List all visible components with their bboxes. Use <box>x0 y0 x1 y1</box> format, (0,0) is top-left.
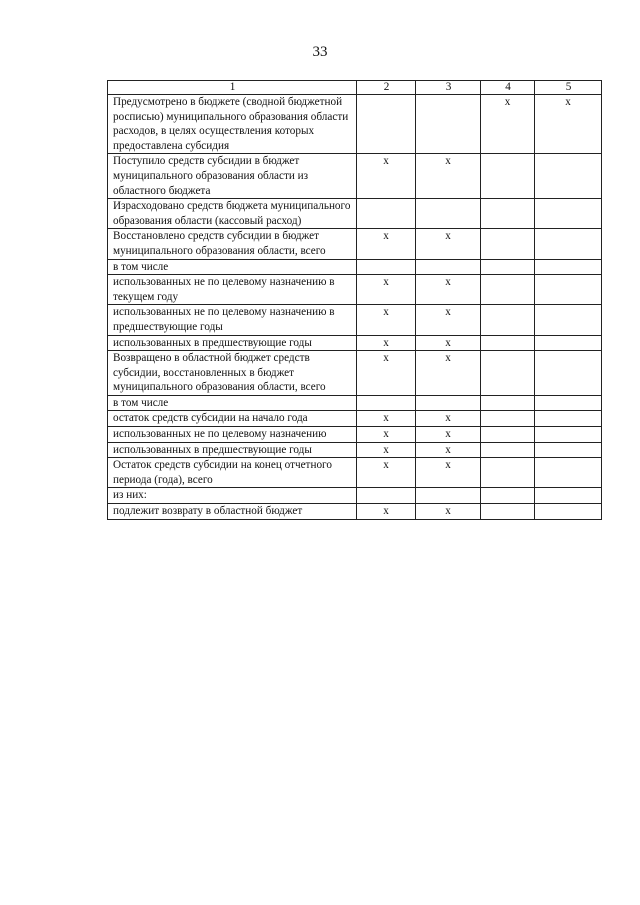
cell-col-5 <box>535 259 602 275</box>
cell-col-2: х <box>357 335 416 351</box>
table-row <box>108 199 602 229</box>
column-header-2: 2 <box>357 81 416 95</box>
cell-col-4 <box>481 259 535 275</box>
row-label: в том числе <box>108 395 357 411</box>
cell-col-4 <box>481 335 535 351</box>
cell-col-2: х <box>357 411 416 427</box>
cell-col-5 <box>535 427 602 443</box>
cell-col-5 <box>535 335 602 351</box>
cell-col-2 <box>357 199 416 229</box>
table-row <box>108 458 602 488</box>
row-label: использованных в предшествующие годы <box>108 442 357 458</box>
cell-col-5 <box>535 275 602 305</box>
column-header-5: 5 <box>535 81 602 95</box>
cell-col-3 <box>416 259 481 275</box>
cell-col-3 <box>416 488 481 504</box>
cell-col-4 <box>481 411 535 427</box>
cell-col-4 <box>481 305 535 335</box>
column-header-1: 1 <box>108 81 357 95</box>
row-label: Восстановлено средств субсидии в бюджет муниципального образования области, всего <box>108 229 357 259</box>
cell-col-3: х <box>416 229 481 259</box>
cell-col-5 <box>535 154 602 199</box>
table-row <box>108 427 602 443</box>
cell-col-3: х <box>416 154 481 199</box>
table-row <box>108 259 602 275</box>
table-row <box>108 504 602 520</box>
cell-col-3 <box>416 395 481 411</box>
cell-col-5 <box>535 458 602 488</box>
cell-col-4 <box>481 154 535 199</box>
row-label: остаток средств субсидии на начало года <box>108 411 357 427</box>
subsidy-report-table <box>107 80 602 520</box>
table-row <box>108 335 602 351</box>
row-label: использованных в предшествующие годы <box>108 335 357 351</box>
cell-col-2: х <box>357 305 416 335</box>
cell-col-3: х <box>416 335 481 351</box>
table-row <box>108 229 602 259</box>
cell-col-4 <box>481 504 535 520</box>
cell-col-4 <box>481 229 535 259</box>
cell-col-4 <box>481 488 535 504</box>
table-row <box>108 305 602 335</box>
cell-col-3: х <box>416 458 481 488</box>
cell-col-5 <box>535 229 602 259</box>
cell-col-3: х <box>416 504 481 520</box>
cell-col-4 <box>481 395 535 411</box>
cell-col-4 <box>481 275 535 305</box>
cell-col-5 <box>535 442 602 458</box>
cell-col-4: х <box>481 95 535 154</box>
column-header-4: 4 <box>481 81 535 95</box>
column-header-3: 3 <box>416 81 481 95</box>
cell-col-5 <box>535 504 602 520</box>
table-row <box>108 95 602 154</box>
cell-col-4 <box>481 199 535 229</box>
cell-col-4 <box>481 458 535 488</box>
row-label: подлежит возврату в областной бюджет <box>108 504 357 520</box>
cell-col-4 <box>481 442 535 458</box>
page-number: 33 <box>312 44 328 60</box>
cell-col-3: х <box>416 411 481 427</box>
cell-col-2: х <box>357 229 416 259</box>
cell-col-3 <box>416 95 481 154</box>
row-label: Израсходовано средств бюджета муниципального образования области (кассовый расход) <box>108 199 357 229</box>
cell-col-2 <box>357 95 416 154</box>
cell-col-5 <box>535 488 602 504</box>
cell-col-5: х <box>535 95 602 154</box>
cell-col-4 <box>481 351 535 396</box>
cell-col-2 <box>357 488 416 504</box>
cell-col-2: х <box>357 351 416 396</box>
cell-col-2: х <box>357 504 416 520</box>
table-row <box>108 488 602 504</box>
cell-col-2: х <box>357 154 416 199</box>
row-label: использованных не по целевому назначению в предшествующие годы <box>108 305 357 335</box>
row-label: использованных не по целевому назначению <box>108 427 357 443</box>
cell-col-5 <box>535 411 602 427</box>
cell-col-3: х <box>416 427 481 443</box>
table-row <box>108 154 602 199</box>
row-label: Предусмотрено в бюджете (сводной бюджетной росписью) муниципального образования области расходов, в целях осуществления которых предоставлена субсидия <box>108 95 357 154</box>
cell-col-5 <box>535 305 602 335</box>
cell-col-3: х <box>416 351 481 396</box>
row-label: Остаток средств субсидии на конец отчетного периода (года), всего <box>108 458 357 488</box>
cell-col-2 <box>357 259 416 275</box>
table-row <box>108 442 602 458</box>
cell-col-3: х <box>416 275 481 305</box>
cell-col-5 <box>535 199 602 229</box>
cell-col-3 <box>416 199 481 229</box>
cell-col-2: х <box>357 458 416 488</box>
table-row <box>108 411 602 427</box>
row-label: Поступило средств субсидии в бюджет муниципального образования области из областного бюджета <box>108 154 357 199</box>
cell-col-5 <box>535 351 602 396</box>
cell-col-3: х <box>416 442 481 458</box>
table-row <box>108 351 602 396</box>
row-label: использованных не по целевому назначению в текущем году <box>108 275 357 305</box>
cell-col-2: х <box>357 442 416 458</box>
row-label: из них: <box>108 488 357 504</box>
cell-col-2: х <box>357 427 416 443</box>
table-row <box>108 395 602 411</box>
row-label: в том числе <box>108 259 357 275</box>
cell-col-2: х <box>357 275 416 305</box>
cell-col-3: х <box>416 305 481 335</box>
cell-col-2 <box>357 395 416 411</box>
row-label: Возвращено в областной бюджет средств субсидии, восстановленных в бюджет муниципального образования области, всего <box>108 351 357 396</box>
header-row <box>108 81 602 95</box>
cell-col-5 <box>535 395 602 411</box>
table-row <box>108 275 602 305</box>
cell-col-4 <box>481 427 535 443</box>
table-body <box>108 81 602 520</box>
